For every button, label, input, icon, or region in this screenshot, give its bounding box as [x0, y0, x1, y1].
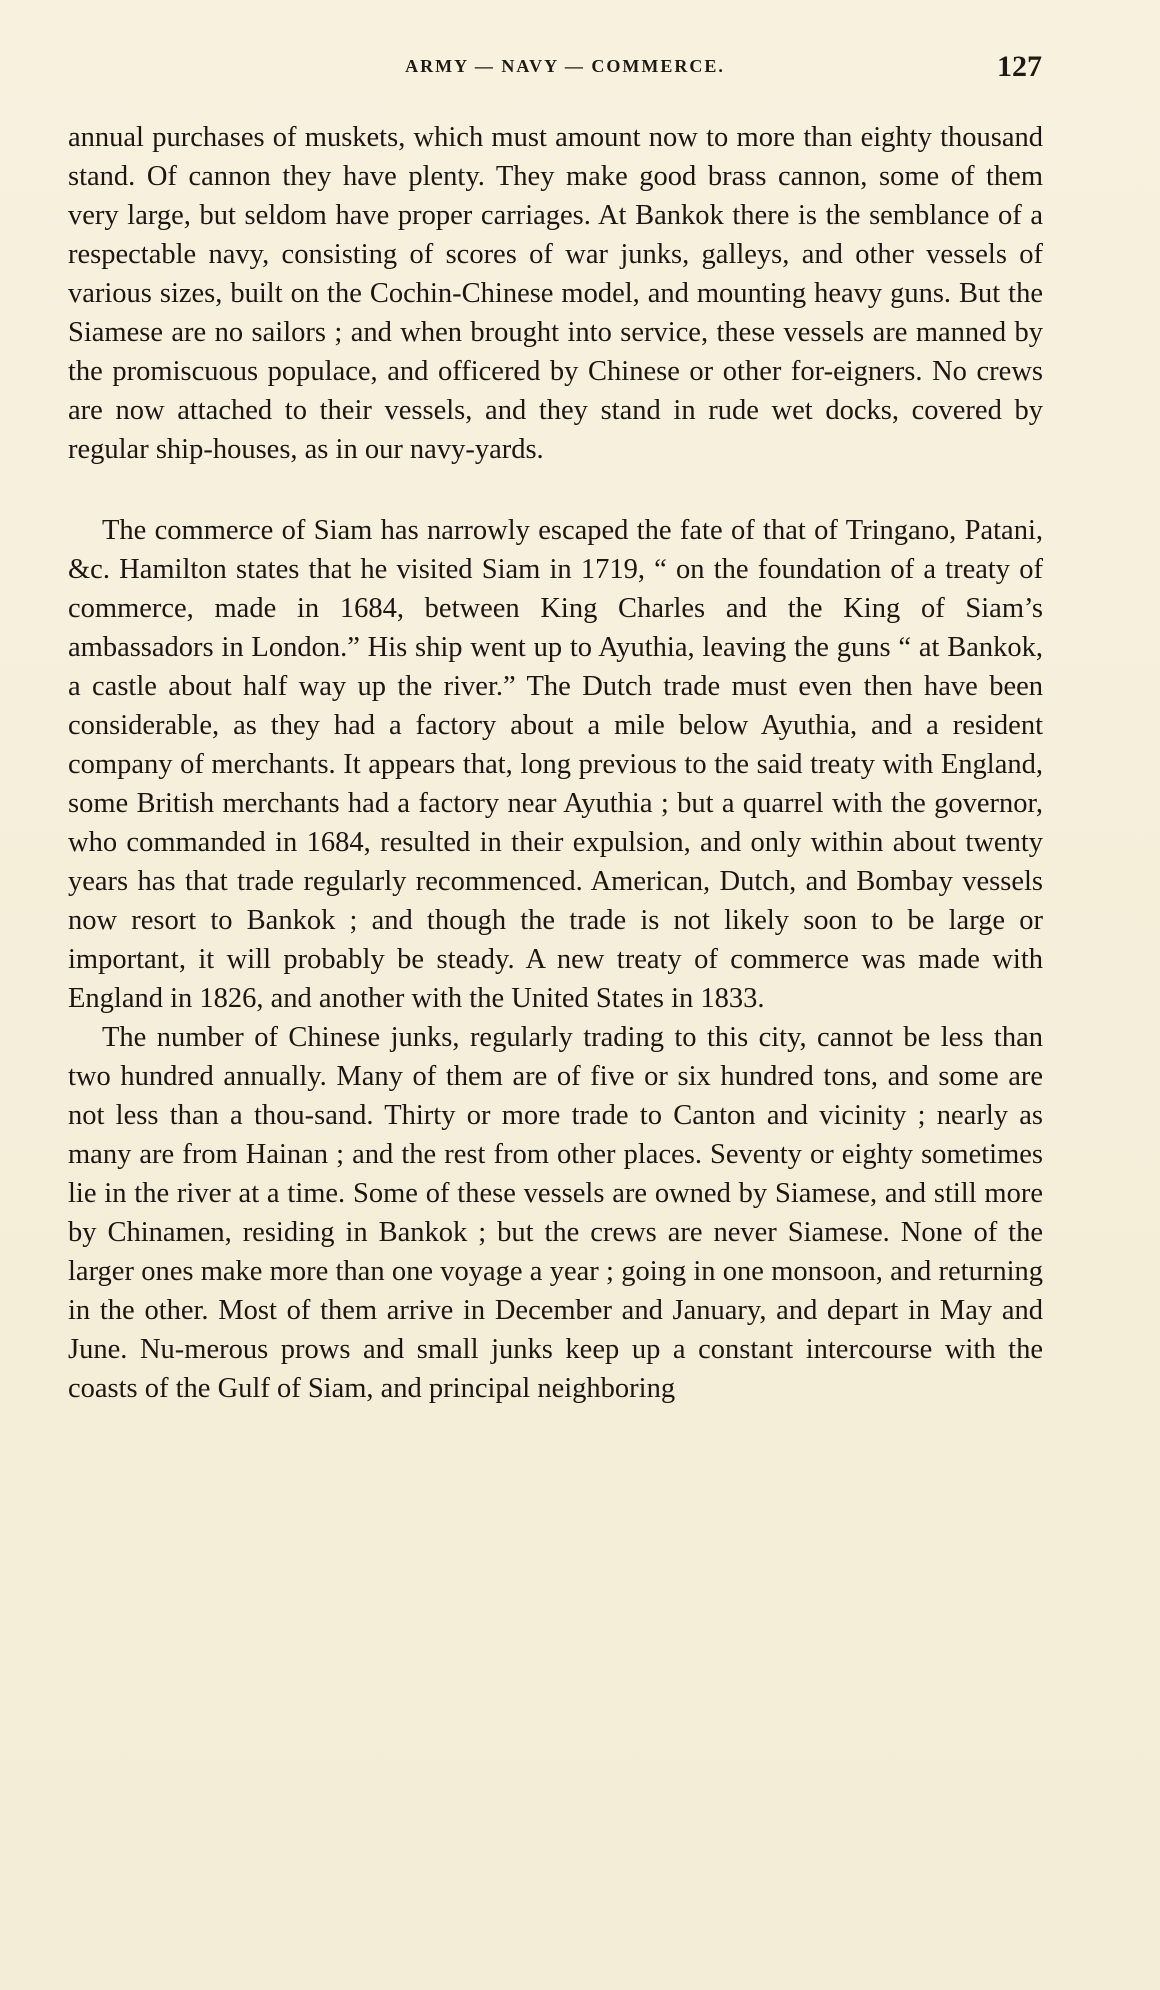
paragraph-army-navy: annual purchases of muskets, which must amount now to more than eighty thousand stand. Of cannon they have plenty. They make good brass cannon, some of them very large, but seldom have proper carriages. At Bankok there is the semblance of a respectable navy, consisting of scores of war junks, galleys, and other vessels of various sizes, built on the Cochin-Chinese model, and mounting heavy guns. But the Siamese are no sailors ; and when brought into service, these vessels are manned by the promiscuous populace, and officered by Chinese or other for-eigners. No crews are now attached to their vessels, and they stand in rude wet docks, covered by regular ship-houses, as in our navy-yards. [68, 122, 1043, 465]
body-text [68, 118, 1043, 1408]
page-number: 127 [997, 50, 1042, 83]
paragraph-spacer [68, 469, 1043, 511]
page-header [70, 50, 1060, 90]
paragraph-chinese-junks: The number of Chinese junks, regularly trading to this city, cannot be less than two hundred annually. Many of them are of five or six hundred tons, and some are not less than a thou-sand. Thirty or more trade to Canton and vicinity ; nearly as many are from Hainan ; and the rest from other places. Seventy or eighty sometimes lie in the river at a time. Some of these vessels are owned by Siamese, and still more by Chinamen, residing in Bankok ; but the crews are never Siamese. None of the larger ones make more than one voyage a year ; going in one monsoon, and returning in the other. Most of them arrive in December and January, and depart in May and June. Nu-merous prows and small junks keep up a constant intercourse with the coasts of the Gulf of Siam, and principal neighboring [68, 1022, 1043, 1404]
running-head: ARMY — NAVY — COMMERCE. [405, 56, 725, 76]
paragraph-commerce-history: The commerce of Siam has narrowly escaped the fate of that of Tringano, Patani, &c. Hamilton states that he visited Siam in 1719, “ on the foundation of a treaty of commerce, made in 1684, between King Charles and the King of Siam’s ambassadors in London.” His ship went up to Ayuthia, leaving the guns “ at Bankok, a castle about half way up the river.” The Dutch trade must even then have been considerable, as they had a factory about a mile below Ayuthia, and a resident company of merchants. It appears that, long previous to the said treaty with England, some British merchants had a factory near Ayuthia ; but a quarrel with the governor, who commanded in 1684, resulted in their expulsion, and only within about twenty years has that trade regularly recommenced. American, Dutch, and Bombay vessels now resort to Bankok ; and though the trade is not likely soon to be large or important, it will probably be steady. A new treaty of commerce was made with England in 1826, and another with the United States in 1833. [68, 515, 1043, 1014]
